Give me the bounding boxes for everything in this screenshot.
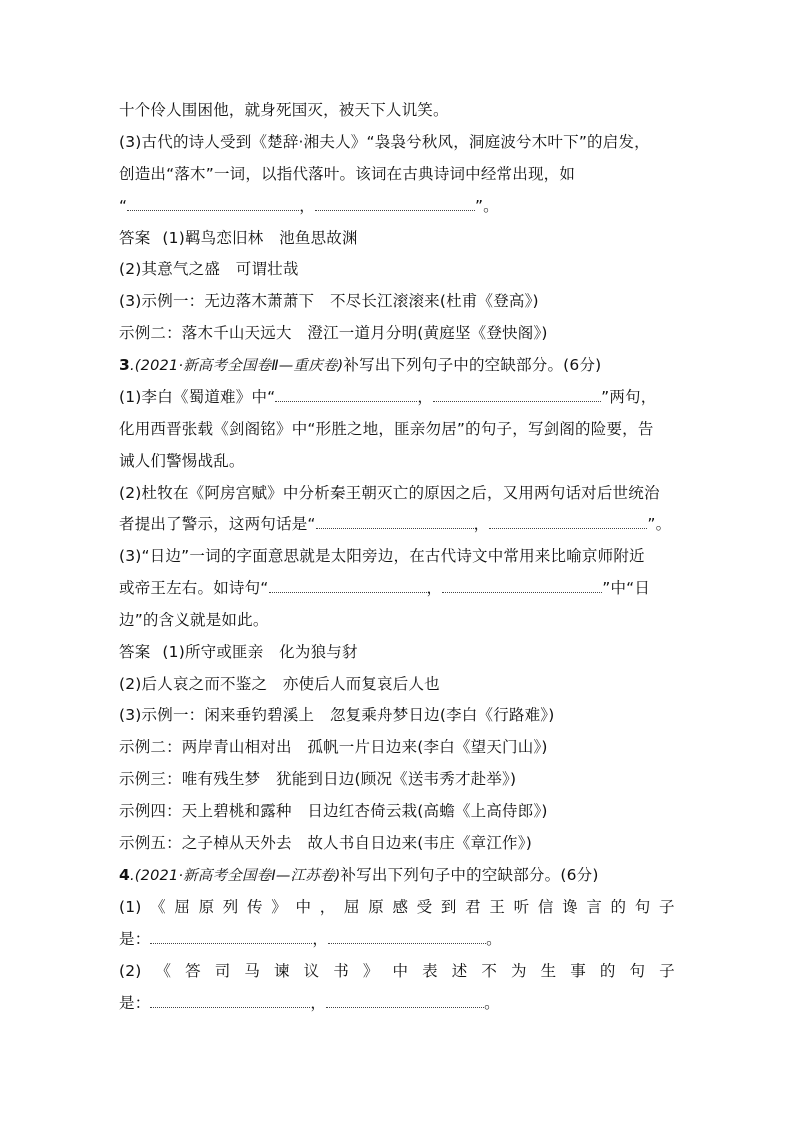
fill-line xyxy=(119,929,502,949)
text-span: 是： xyxy=(119,930,151,948)
answer-label: 答案 xyxy=(119,229,151,247)
answer-blank[interactable] xyxy=(316,514,474,529)
text-span: 创造出“落木”一词，以指代落叶。该词在古典诗词中经常出现，如 xyxy=(119,165,576,183)
char: 列 xyxy=(222,898,239,916)
char: 的 xyxy=(610,898,627,916)
char: 子 xyxy=(659,962,675,980)
text-line xyxy=(119,546,675,566)
answer-text: (1)羁鸟恋旧林 池鱼思故渊 xyxy=(162,229,358,247)
char: 事 xyxy=(570,962,586,980)
answer-text: (1)所守或匪亲 化为狼与豺 xyxy=(162,643,358,661)
comma: ， xyxy=(473,515,490,533)
text-line xyxy=(119,419,675,439)
quote-close: ”。 xyxy=(474,197,499,215)
char: 议 xyxy=(303,962,320,980)
question-prompt: 补写出下列句子中的空缺部分。(6分) xyxy=(340,866,599,884)
text-span: ”。 xyxy=(647,515,672,533)
text-span: 。 xyxy=(484,994,500,1012)
answer-line: (3)示例一：闲来垂钓碧溪上 忽复乘舟梦日边(李白《行路难》) xyxy=(119,706,555,724)
answer-blank[interactable] xyxy=(275,387,417,402)
text-span: (2)杜牧在《阿房宫赋》中分析秦王朝灭亡的原因之后，又用两句话对后世统治 xyxy=(119,484,660,502)
answer-line: (3)示例一：无边落木萧萧下 不尽长江滚滚来(杜甫《登高》) xyxy=(119,292,539,310)
answer-line xyxy=(119,642,358,662)
answer-label: 答案 xyxy=(119,643,151,661)
question-prompt: 补写出下列句子中的空缺部分。(6分) xyxy=(343,356,602,374)
text-span: 。 xyxy=(486,930,502,948)
text-line xyxy=(119,483,675,503)
answer-line: (2)其意气之盛 可谓壮哉 xyxy=(119,260,299,278)
char: 信 xyxy=(537,898,554,916)
char: 为 xyxy=(510,962,527,980)
char: 中 xyxy=(295,898,312,916)
answer-line: 示例二：两岸青山相对出 孤帆一片日边来(李白《望天门山》) xyxy=(119,738,548,756)
answer-blank[interactable] xyxy=(328,929,486,944)
char: 原 xyxy=(198,898,215,916)
fill-line xyxy=(119,578,650,598)
char: 谏 xyxy=(273,962,290,980)
char: 感 xyxy=(392,898,409,916)
char: 言 xyxy=(586,898,603,916)
text-span: 者提出了警示，这两句话是“ xyxy=(119,515,316,533)
char: 司 xyxy=(214,962,231,980)
text-line: 边”的含义就是如此。 xyxy=(119,611,269,629)
char: 传 xyxy=(247,898,263,916)
char: 受 xyxy=(416,898,433,916)
question-3-header xyxy=(119,355,601,376)
answer-line: 示例四：天上碧桃和露种 日边红杏倚云栽(高蟾《上高侍郎》) xyxy=(119,802,548,820)
char: 听 xyxy=(513,898,530,916)
comma: ， xyxy=(299,197,315,215)
char: 表 xyxy=(422,962,438,980)
char: 《 xyxy=(150,898,166,916)
quote-open: “ xyxy=(119,197,128,215)
char: 述 xyxy=(451,962,468,980)
question-source: .(2021·新高考全国卷Ⅱ—重庆卷) xyxy=(130,358,344,374)
char: 》 xyxy=(271,898,287,916)
question-2-part-3: (3)古代的诗人受到《楚辞·湘夫人》“袅袅兮秋风，洞庭波兮木叶下”的启发， xyxy=(119,133,650,151)
answer-blank[interactable] xyxy=(127,196,299,211)
fill-line xyxy=(119,993,500,1013)
text-span: (3)“日边”一词的字面意思就是太阳旁边，在古代诗文中常用来比喻京师附近 xyxy=(119,547,645,565)
answer-blank[interactable] xyxy=(269,578,427,593)
char: 不 xyxy=(481,962,498,980)
answer-blank[interactable] xyxy=(326,993,484,1008)
char: 《 xyxy=(155,962,172,980)
char: 屈 xyxy=(343,898,360,916)
question-number: 4 xyxy=(119,866,130,884)
answer-blank[interactable] xyxy=(315,196,475,211)
text-span: 是： xyxy=(119,994,151,1012)
char: 句 xyxy=(634,898,651,916)
text-span: 化用西晋张载《剑阁铭》中“形胜之地，匪亲勿居”的句子，写剑阁的险要，告 xyxy=(119,420,654,438)
answer-line: 示例二：落木千山天远大 澄江一道月分明(黄庭坚《登快阁》) xyxy=(119,324,548,342)
answer-blank[interactable] xyxy=(489,514,647,529)
char: 生 xyxy=(540,962,557,980)
char: 王 xyxy=(489,898,506,916)
answer-blank[interactable] xyxy=(150,993,310,1008)
answer-blank[interactable] xyxy=(433,387,601,402)
char: 句 xyxy=(629,962,646,980)
char: 君 xyxy=(465,898,481,916)
answer-line: 示例五：之子棹从天外去 故人书自日边来(韦庄《章江作》) xyxy=(119,834,532,852)
spaced-text-line xyxy=(119,961,675,981)
comma: ， xyxy=(417,388,434,406)
text-line: 诫人们警惕战乱。 xyxy=(119,452,245,470)
char: 子 xyxy=(659,898,675,916)
comma: ， xyxy=(312,930,329,948)
question-4-header xyxy=(119,865,599,886)
answer-line: (2)后人哀之而不鉴之 亦使后人而复哀后人也 xyxy=(119,675,440,693)
fill-line xyxy=(119,387,656,407)
comma: ， xyxy=(426,579,443,597)
char: 》 xyxy=(362,962,379,980)
char: 谗 xyxy=(562,898,578,916)
char: (2) xyxy=(119,962,142,980)
comma: ， xyxy=(310,994,327,1012)
text-span: ”中“日 xyxy=(602,579,651,597)
spaced-text-line xyxy=(119,897,675,917)
char: 原 xyxy=(368,898,384,916)
fill-line xyxy=(119,514,671,534)
text-span: ”两句， xyxy=(601,388,657,406)
fill-line xyxy=(119,196,499,216)
char: 书 xyxy=(333,962,349,980)
char: 马 xyxy=(244,962,261,980)
answer-line: 示例三：唯有残生梦 犹能到日边(顾况《送韦秀才赴举》) xyxy=(119,770,517,788)
text-line xyxy=(119,164,675,184)
char: 的 xyxy=(599,962,616,980)
text-span: 或帝王左右。如诗句“ xyxy=(119,579,269,597)
char: (1) xyxy=(119,898,142,916)
text-span: (1)李白《蜀道难》中“ xyxy=(119,388,276,406)
answer-line xyxy=(119,228,358,248)
question-number: 3 xyxy=(119,356,130,374)
char: 到 xyxy=(440,898,457,916)
char: 答 xyxy=(185,962,201,980)
answer-blank[interactable] xyxy=(150,929,312,944)
question-source: .(2021·新高考全国卷Ⅰ—江苏卷) xyxy=(130,868,341,884)
char: ， xyxy=(319,898,336,916)
char: 中 xyxy=(392,962,409,980)
char: 屈 xyxy=(174,898,191,916)
text-line: 十个伶人围困他，就身死国灭，被天下人讥笑。 xyxy=(119,101,449,119)
answer-blank[interactable] xyxy=(442,578,602,593)
